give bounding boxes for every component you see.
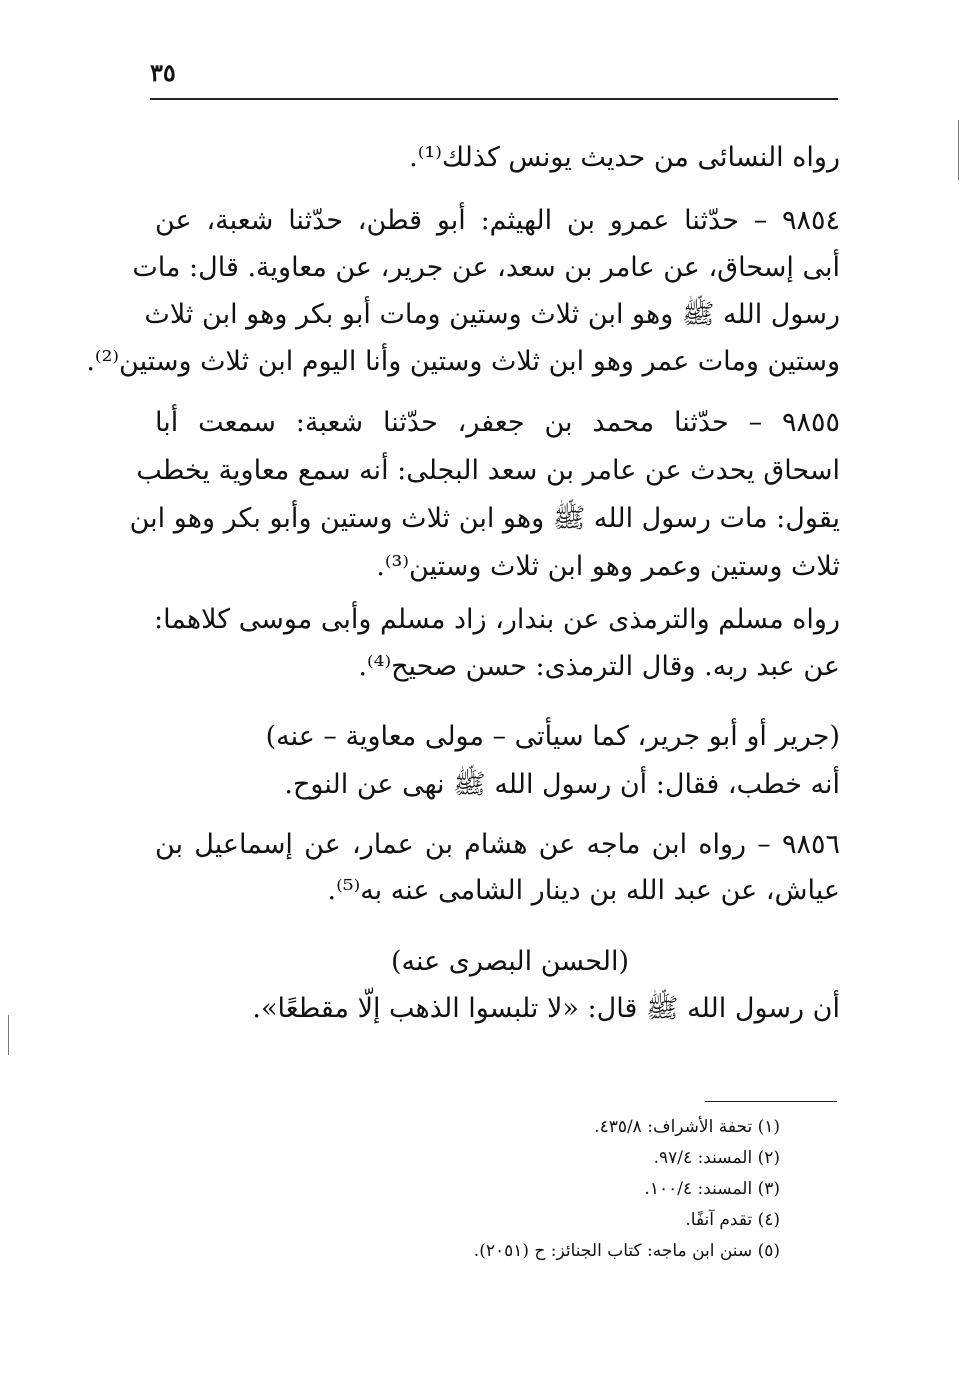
text-line: وستين ومات عمر وهو ابن ثلاث وستين وأنا اليوم ابن ثلاث وستين⁽²⁾. [86,346,840,377]
text-line: رواه النسائى من حديث يونس كذلك⁽¹⁾. [409,142,840,173]
text-line: أنه خطب، فقال: أن رسول الله ﷺ نهى عن النوح. [284,769,840,800]
margin-line-left [8,1015,9,1055]
hadith-line: ٩٨٥٤ – حدّثنا عمرو بن الهيثم: أبو قطن، حدّثنا شعبة، عن [155,205,840,236]
text-line: أبى إسحاق، عن عامر بن سعد، عن جرير، عن معاوية. قال: مات [132,252,840,283]
text-line: رواه مسلم والترمذى عن بندار، زاد مسلم وأبى موسى كلاهما: [153,604,840,635]
footnote: (٢) المسند: ٩٧/٤. [653,1148,780,1168]
text-line: رسول الله ﷺ وهو ابن ثلاث وستين ومات أبو بكر وهو ابن ثلاث [144,299,840,330]
text-line: ثلاث وستين وعمر وهو ابن ثلاث وستين⁽³⁾. [376,551,840,582]
hadith-line: ٩٨٥٦ – رواه ابن ماجه عن هشام بن عمار، عن إسماعيل بن [155,829,840,860]
text-line: عن عبد ربه. وقال الترمذى: حسن صحيح⁽⁴⁾. [358,651,840,682]
footnote: (٤) تقدم آنفًا. [685,1210,780,1230]
text-line: يقول: مات رسول الله ﷺ وهو ابن ثلاث وستين وأبو بكر وهو ابن [129,503,840,534]
section-heading: (الحسن البصرى عنه) [390,946,630,977]
footnote: (١) تحفة الأشراف: ٤٣٥/٨. [594,1117,780,1137]
footnote: (٥) سنن ابن ماجه: كتاب الجنائز: ح (٢٠٥١). [473,1241,780,1261]
footnote: (٣) المسند: ١٠٠/٤. [644,1179,780,1199]
hadith-line: ٩٨٥٥ – حدّثنا محمد بن جعفر، حدّثنا شعبة: سمعت أبا [155,407,840,438]
section-heading: (جرير أو أبو جرير، كما سيأتى – مولى معاوية – عنه) [265,721,840,752]
text-line: عياش، عن عبد الله بن دينار الشامى عنه به⁽⁵⁾. [327,875,840,906]
footnote-rule [705,1101,837,1102]
page-number: ٣٥ [150,58,176,87]
footnotes [300,1112,780,1267]
text-line: أن رسول الله ﷺ قال: «لا تلبسوا الذهب إلّا مقطعًا». [252,993,840,1024]
margin-line-right [958,120,959,180]
text-line: اسحاق يحدث عن عامر بن سعد البجلى: أنه سمع معاوية يخطب [136,455,840,486]
